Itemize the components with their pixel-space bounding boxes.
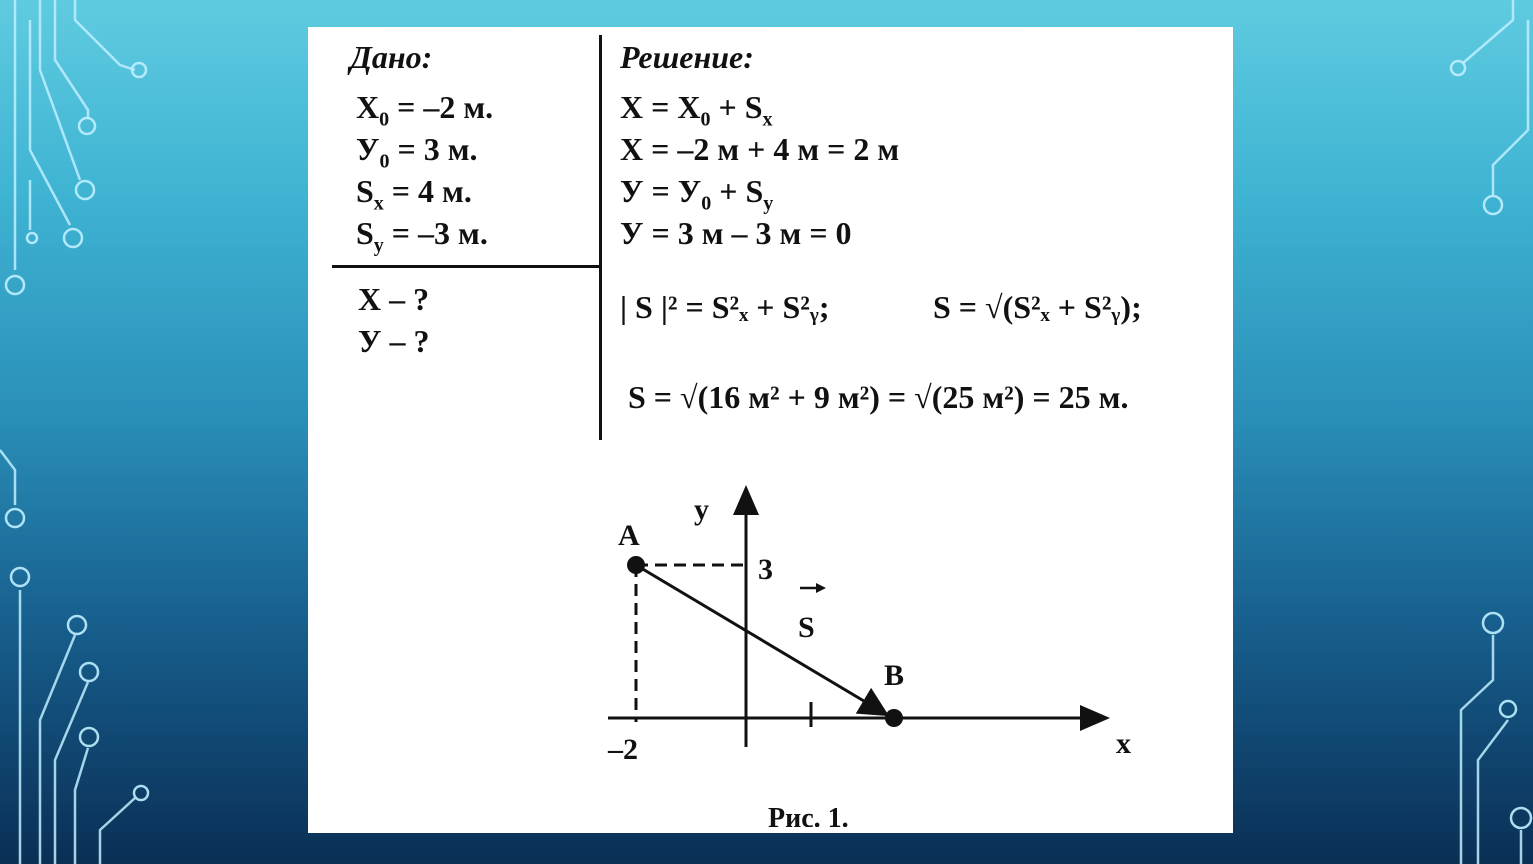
x-axis-label: x: [1116, 727, 1131, 760]
given-y0: $У_0 = 3$ м.: [356, 131, 478, 173]
solution-line-1: $X = X_0 + S_x$: [620, 89, 773, 131]
point-a-dot: [627, 556, 645, 574]
circuit-decoration-left: [0, 0, 160, 864]
point-b-label: B: [884, 659, 905, 692]
vector-label: S: [798, 611, 815, 644]
solution-heading: Решение:: [620, 39, 754, 75]
vector-length-formula: S = √(S²ₓ + S²ᵧ);: [933, 289, 1142, 325]
solution-line-4: У = 3 м – 3 м = 0: [620, 215, 852, 251]
x-tick-label: –2: [608, 733, 638, 766]
vector-label-arrowhead: [816, 583, 826, 593]
given-sy: $S_y = -3$ м.: [356, 215, 488, 257]
y-axis-label: y: [694, 493, 709, 526]
vector-modulus-formula: | S |² = S²ₓ + S²ᵧ;: [620, 289, 830, 325]
y-tick-label: 3: [758, 553, 773, 586]
circuit-decoration-right: [1373, 0, 1533, 864]
given-heading: Дано:: [350, 39, 433, 75]
displacement-vector: [636, 565, 884, 713]
point-a-label: A: [618, 519, 640, 552]
given-sx: $S_x = 4$ м.: [356, 173, 472, 215]
figure-caption: Рис. 1.: [768, 803, 849, 827]
given-divider: [332, 265, 602, 268]
vector-length-result: S = √(16 м² + 9 м²) = √(25 м²) = 25 м.: [628, 379, 1129, 415]
point-b-dot: [885, 709, 903, 727]
solution-line-3: $У = У_0 + S_y$: [620, 173, 774, 215]
unknown-y: У – ?: [358, 323, 430, 359]
given-x0: $X_0 = -2$ м.: [356, 89, 494, 131]
x-axis-arrow: [1080, 705, 1110, 731]
solution-line-2: X = –2 м + 4 м = 2 м: [620, 131, 900, 167]
coordinate-figure: [588, 477, 1148, 827]
unknown-x: X – ?: [358, 281, 430, 317]
column-divider: [599, 35, 602, 440]
worked-problem-sheet: [308, 27, 1233, 833]
y-axis-arrow: [733, 485, 759, 515]
